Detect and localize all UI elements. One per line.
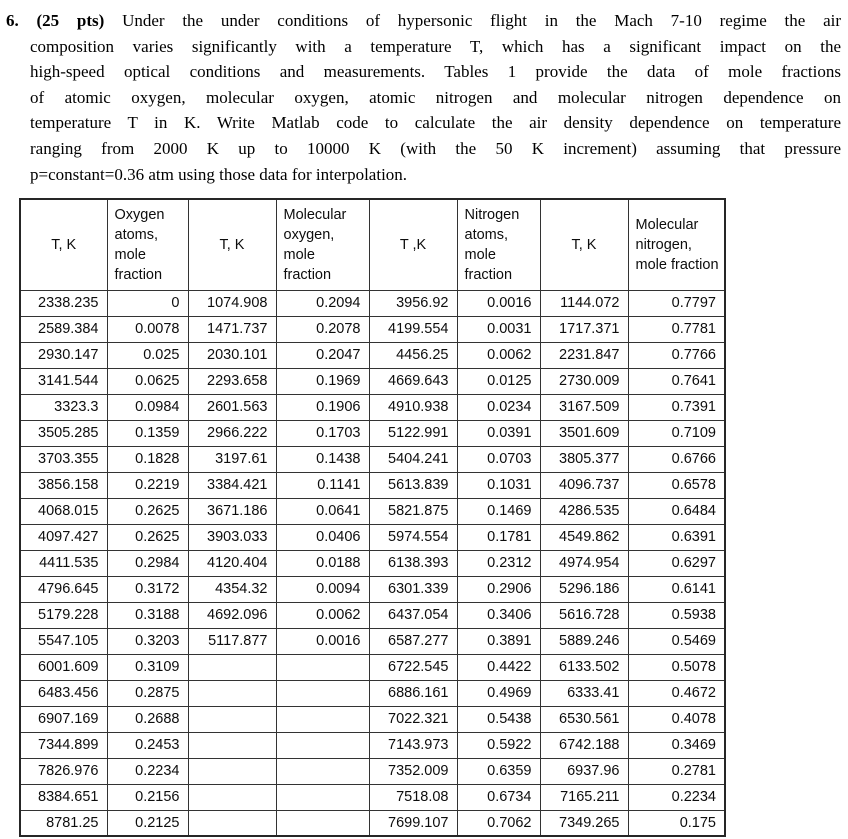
column-header: Molecular oxygen, mole fraction xyxy=(276,199,369,290)
table-cell: 3903.033 xyxy=(188,524,276,550)
table-cell xyxy=(276,654,369,680)
problem-statement-line: temperature T in K. Write Matlab code to calculate the air density dependence on temperature xyxy=(30,113,841,133)
table-cell: 2601.563 xyxy=(188,394,276,420)
table-cell: 0.5469 xyxy=(628,628,725,654)
table-cell: 8781.25 xyxy=(20,810,107,836)
table-cell: 0.3203 xyxy=(107,628,188,654)
table-row xyxy=(20,758,725,784)
table-row xyxy=(20,316,725,342)
column-header: Molecular nitrogen, mole fraction xyxy=(628,199,725,290)
table-cell: 3805.377 xyxy=(540,446,628,472)
table-cell: 0.1703 xyxy=(276,420,369,446)
table-cell xyxy=(188,758,276,784)
table-cell: 5122.991 xyxy=(369,420,457,446)
table-row xyxy=(20,654,725,680)
table-cell: 0.2688 xyxy=(107,706,188,732)
table-cell: 0.1781 xyxy=(457,524,540,550)
table-header-row xyxy=(20,199,725,290)
table-cell: 0.7109 xyxy=(628,420,725,446)
table-cell: 6907.169 xyxy=(20,706,107,732)
table-cell: 0.6734 xyxy=(457,784,540,810)
table-cell: 5547.105 xyxy=(20,628,107,654)
table-cell: 0.5938 xyxy=(628,602,725,628)
table-cell: 1717.371 xyxy=(540,316,628,342)
table-cell: 4692.096 xyxy=(188,602,276,628)
table-cell: 0.2875 xyxy=(107,680,188,706)
table-cell xyxy=(188,654,276,680)
table-cell: 6722.545 xyxy=(369,654,457,680)
table-cell: 0.2156 xyxy=(107,784,188,810)
table-row xyxy=(20,498,725,524)
table-cell: 3197.61 xyxy=(188,446,276,472)
table-cell: 0.0062 xyxy=(457,342,540,368)
table-cell: 0.2234 xyxy=(628,784,725,810)
table-cell: 4456.25 xyxy=(369,342,457,368)
table-row xyxy=(20,550,725,576)
table-row xyxy=(20,446,725,472)
table-cell: 0.3406 xyxy=(457,602,540,628)
table-cell: 6437.054 xyxy=(369,602,457,628)
table-cell: 6742.188 xyxy=(540,732,628,758)
table-cell: 7165.211 xyxy=(540,784,628,810)
table-row xyxy=(20,628,725,654)
table-cell: 7518.08 xyxy=(369,784,457,810)
column-header: Nitrogen atoms, mole fraction xyxy=(457,199,540,290)
table-cell xyxy=(188,784,276,810)
table-cell: 0.0391 xyxy=(457,420,540,446)
table-cell: 3141.544 xyxy=(20,368,107,394)
table-cell: 2730.009 xyxy=(540,368,628,394)
table-cell: 0.3891 xyxy=(457,628,540,654)
table-cell: 3384.421 xyxy=(188,472,276,498)
table-row xyxy=(20,472,725,498)
table-cell: 0.3188 xyxy=(107,602,188,628)
mole-fraction-table xyxy=(19,198,726,837)
table-cell: 0.3172 xyxy=(107,576,188,602)
table-row xyxy=(20,706,725,732)
table-cell xyxy=(188,706,276,732)
table-cell: 0.0016 xyxy=(276,628,369,654)
table-cell: 5616.728 xyxy=(540,602,628,628)
table-cell: 4286.535 xyxy=(540,498,628,524)
table-cell: 6001.609 xyxy=(20,654,107,680)
table-cell: 0 xyxy=(107,290,188,316)
table-cell: 4354.32 xyxy=(188,576,276,602)
table-cell: 3703.355 xyxy=(20,446,107,472)
table-cell: 6138.393 xyxy=(369,550,457,576)
table-cell: 0.2094 xyxy=(276,290,369,316)
table-cell: 0.2312 xyxy=(457,550,540,576)
table-cell: 4910.938 xyxy=(369,394,457,420)
table-cell: 3671.186 xyxy=(188,498,276,524)
table-cell: 4096.737 xyxy=(540,472,628,498)
table-cell: 1144.072 xyxy=(540,290,628,316)
table-cell: 5179.228 xyxy=(20,602,107,628)
table-cell: 0.6359 xyxy=(457,758,540,784)
table-cell: 0.0125 xyxy=(457,368,540,394)
column-header: T, K xyxy=(188,199,276,290)
table-cell: 0.2781 xyxy=(628,758,725,784)
table-cell: 0.7062 xyxy=(457,810,540,836)
problem-text: Under the under conditions of hypersonic flight in the Mach 7-10 regime the air xyxy=(122,11,841,30)
problem-statement-line: high-speed optical conditions and measurements. Tables 1 provide the data of mole fractions xyxy=(30,62,841,82)
table-cell: 3501.609 xyxy=(540,420,628,446)
table-cell: 0.4672 xyxy=(628,680,725,706)
table-cell: 0.0062 xyxy=(276,602,369,628)
table-cell: 1471.737 xyxy=(188,316,276,342)
table-cell: 2589.384 xyxy=(20,316,107,342)
table-cell: 0.5922 xyxy=(457,732,540,758)
table-cell: 5613.839 xyxy=(369,472,457,498)
table-cell: 0.2984 xyxy=(107,550,188,576)
table-cell: 3167.509 xyxy=(540,394,628,420)
table-cell: 0.0703 xyxy=(457,446,540,472)
table-cell: 6937.96 xyxy=(540,758,628,784)
table-cell: 6483.456 xyxy=(20,680,107,706)
table-cell: 0.2125 xyxy=(107,810,188,836)
table-cell: 0.0031 xyxy=(457,316,540,342)
table-cell: 0.7391 xyxy=(628,394,725,420)
table-cell: 0.0406 xyxy=(276,524,369,550)
table-cell: 4068.015 xyxy=(20,498,107,524)
table-cell: 3956.92 xyxy=(369,290,457,316)
table-cell: 0.2047 xyxy=(276,342,369,368)
table-cell: 0.7641 xyxy=(628,368,725,394)
table-cell: 0.4078 xyxy=(628,706,725,732)
table-cell: 0.2453 xyxy=(107,732,188,758)
table-cell xyxy=(276,758,369,784)
problem-statement-line: ranging from 2000 K up to 10000 K (with the 50 K increment) assuming that pressure xyxy=(30,138,841,158)
table-cell xyxy=(188,810,276,836)
column-header: Oxygen atoms, mole fraction xyxy=(107,199,188,290)
table-cell: 1074.908 xyxy=(188,290,276,316)
table-cell: 0.0016 xyxy=(457,290,540,316)
table-cell: 6530.561 xyxy=(540,706,628,732)
table-cell xyxy=(188,732,276,758)
table-row xyxy=(20,368,725,394)
table-cell: 0.6766 xyxy=(628,446,725,472)
table-cell: 0.1359 xyxy=(107,420,188,446)
table-cell xyxy=(276,706,369,732)
table-cell: 0.6578 xyxy=(628,472,725,498)
table-cell: 0.0188 xyxy=(276,550,369,576)
problem-statement-line: of atomic oxygen, molecular oxygen, atomic nitrogen and molecular nitrogen dependence on xyxy=(30,87,841,107)
table-cell: 6133.502 xyxy=(540,654,628,680)
table-cell: 7352.009 xyxy=(369,758,457,784)
table-row xyxy=(20,732,725,758)
table-row xyxy=(20,602,725,628)
table-cell xyxy=(276,732,369,758)
problem-statement-line: p=constant=0.36 atm using those data for interpolation. xyxy=(30,164,408,184)
table-cell: 3323.3 xyxy=(20,394,107,420)
table-cell: 2930.147 xyxy=(20,342,107,368)
table-cell: 5889.246 xyxy=(540,628,628,654)
table-cell: 7344.899 xyxy=(20,732,107,758)
table-cell: 5117.877 xyxy=(188,628,276,654)
table-cell: 0.1969 xyxy=(276,368,369,394)
table-cell: 5821.875 xyxy=(369,498,457,524)
table-cell: 0.7797 xyxy=(628,290,725,316)
table-cell: 0.2906 xyxy=(457,576,540,602)
table-row xyxy=(20,784,725,810)
table-cell: 0.0625 xyxy=(107,368,188,394)
table-cell: 2966.222 xyxy=(188,420,276,446)
table-row xyxy=(20,576,725,602)
table-cell: 7022.321 xyxy=(369,706,457,732)
problem-statement xyxy=(0,0,845,187)
column-header: T, K xyxy=(540,199,628,290)
table-cell: 6587.277 xyxy=(369,628,457,654)
table-cell: 5296.186 xyxy=(540,576,628,602)
table-cell: 0.4969 xyxy=(457,680,540,706)
table-cell: 2030.101 xyxy=(188,342,276,368)
problem-statement-line: composition varies significantly with a temperature T, which has a significant impact on the xyxy=(30,36,841,56)
table-cell: 0.2625 xyxy=(107,498,188,524)
table-cell: 0.6391 xyxy=(628,524,725,550)
table-cell: 0.0078 xyxy=(107,316,188,342)
table-cell: 0.7781 xyxy=(628,316,725,342)
column-header: T ,K xyxy=(369,199,457,290)
table-cell: 0.6484 xyxy=(628,498,725,524)
table-cell: 0.2219 xyxy=(107,472,188,498)
table-cell: 7143.973 xyxy=(369,732,457,758)
table-cell: 7349.265 xyxy=(540,810,628,836)
table-cell: 0.2625 xyxy=(107,524,188,550)
problem-number: 6. (25 pts) xyxy=(6,11,105,30)
table-cell: 0.2078 xyxy=(276,316,369,342)
table-cell: 0.0094 xyxy=(276,576,369,602)
table-row xyxy=(20,524,725,550)
table-cell xyxy=(276,784,369,810)
table-cell xyxy=(276,810,369,836)
table-row xyxy=(20,420,725,446)
column-header: T, K xyxy=(20,199,107,290)
table-cell: 0.0234 xyxy=(457,394,540,420)
table-cell: 6886.161 xyxy=(369,680,457,706)
table-cell: 0.3109 xyxy=(107,654,188,680)
table-row xyxy=(20,394,725,420)
table-row xyxy=(20,290,725,316)
table-cell: 7699.107 xyxy=(369,810,457,836)
table-cell: 2338.235 xyxy=(20,290,107,316)
table-row xyxy=(20,342,725,368)
table-cell: 0.6297 xyxy=(628,550,725,576)
table-cell: 0.025 xyxy=(107,342,188,368)
table-row xyxy=(20,680,725,706)
table-cell xyxy=(188,680,276,706)
table-cell: 2231.847 xyxy=(540,342,628,368)
table-cell: 0.7766 xyxy=(628,342,725,368)
table-cell: 0.1469 xyxy=(457,498,540,524)
table-cell: 4796.645 xyxy=(20,576,107,602)
table-cell: 0.5078 xyxy=(628,654,725,680)
table-row xyxy=(20,810,725,836)
table-cell: 7826.976 xyxy=(20,758,107,784)
table-cell: 6333.41 xyxy=(540,680,628,706)
table-cell: 4120.404 xyxy=(188,550,276,576)
problem-statement-line xyxy=(6,8,841,34)
table-cell: 0.6141 xyxy=(628,576,725,602)
table-cell: 6301.339 xyxy=(369,576,457,602)
table-cell: 0.1906 xyxy=(276,394,369,420)
table-cell: 8384.651 xyxy=(20,784,107,810)
table-cell: 4549.862 xyxy=(540,524,628,550)
table-cell: 5974.554 xyxy=(369,524,457,550)
table-cell: 4411.535 xyxy=(20,550,107,576)
table-cell: 0.0641 xyxy=(276,498,369,524)
table-cell xyxy=(276,680,369,706)
table-cell: 4097.427 xyxy=(20,524,107,550)
table-cell: 0.0984 xyxy=(107,394,188,420)
table-cell: 3856.158 xyxy=(20,472,107,498)
table-cell: 4974.954 xyxy=(540,550,628,576)
table-cell: 0.2234 xyxy=(107,758,188,784)
table-cell: 3505.285 xyxy=(20,420,107,446)
table-cell: 0.1031 xyxy=(457,472,540,498)
table-cell: 5404.241 xyxy=(369,446,457,472)
table-cell: 0.1438 xyxy=(276,446,369,472)
table-cell: 4669.643 xyxy=(369,368,457,394)
table-cell: 0.1828 xyxy=(107,446,188,472)
table-cell: 0.5438 xyxy=(457,706,540,732)
table-cell: 0.4422 xyxy=(457,654,540,680)
table-cell: 0.3469 xyxy=(628,732,725,758)
table-cell: 2293.658 xyxy=(188,368,276,394)
table-cell: 0.1141 xyxy=(276,472,369,498)
table-cell: 4199.554 xyxy=(369,316,457,342)
table-cell: 0.175 xyxy=(628,810,725,836)
